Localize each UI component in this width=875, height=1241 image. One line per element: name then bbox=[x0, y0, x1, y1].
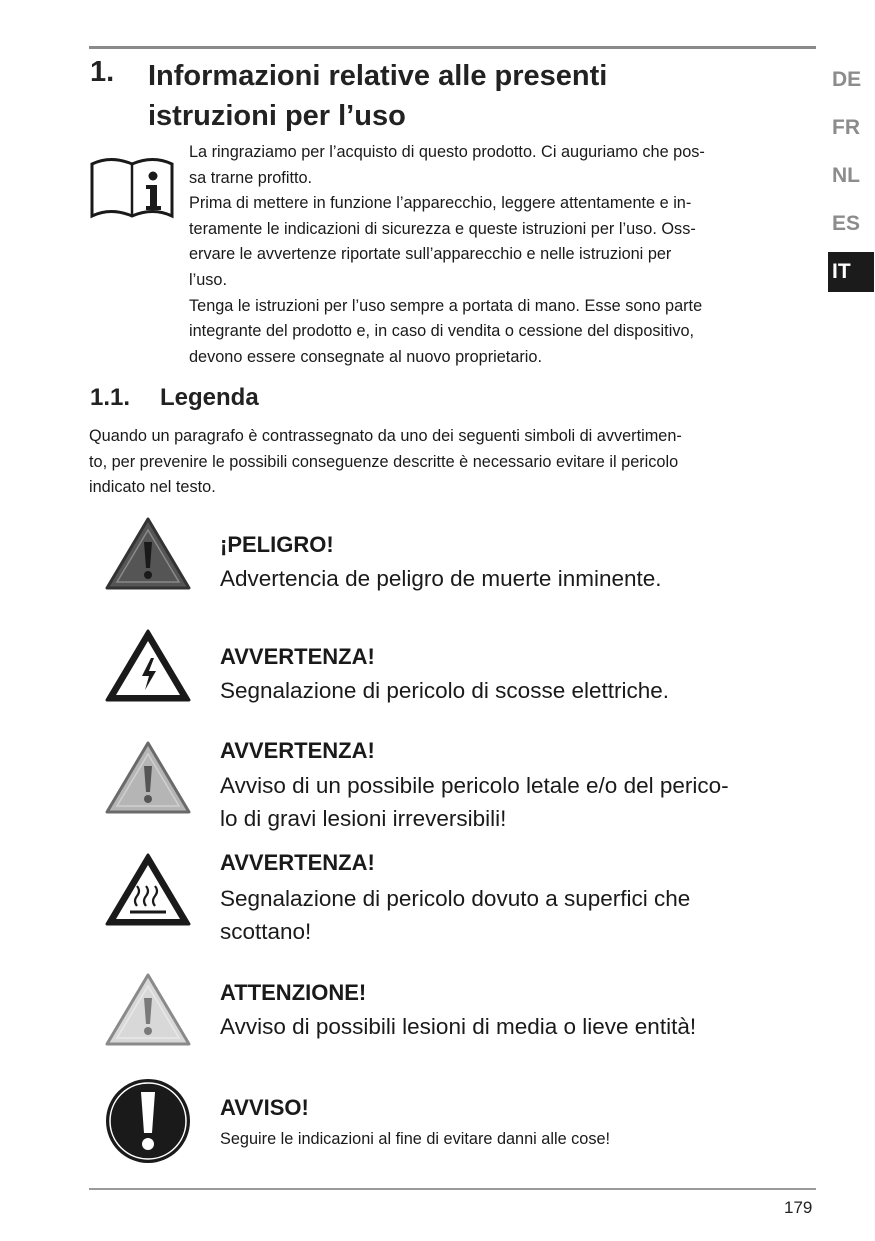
language-tab-nl[interactable]: NL bbox=[832, 164, 860, 187]
page-title-line-2: istruzioni per l’uso bbox=[148, 100, 406, 132]
warning-text-hot: Segnalazione di pericolo dovuto a superfici che scottano! bbox=[220, 886, 691, 944]
warning-title-lethal: AVVERTENZA! bbox=[220, 738, 375, 763]
page-title-line-1: Informazioni relative alle presenti bbox=[148, 60, 608, 92]
electric-shock-icon bbox=[104, 628, 192, 704]
warning-title-hot: AVVERTENZA! bbox=[220, 850, 375, 875]
warning-text-danger: Advertencia de peligro de muerte inminente. bbox=[220, 566, 662, 591]
intro-paragraph-3: Tenga le istruzioni per l’uso sempre a portata di mano. Esse sono parte integrante del prodotto e, in caso di vendita o cessione del dispositivo, devono essere consegnate al nuovo proprietario. bbox=[189, 296, 703, 366]
notice-exclamation-icon bbox=[104, 1077, 192, 1165]
language-tab-de[interactable]: DE bbox=[832, 68, 862, 91]
read-manual-icon bbox=[89, 156, 175, 220]
legend-description: Quando un paragrafo è contrassegnato da uno dei seguenti simboli di avvertimen- to, per prevenire le possibili conseguenze descritte è necessario evitare il pericolo indicato nel testo. bbox=[89, 427, 682, 497]
warning-triangle-icon bbox=[104, 740, 192, 816]
page-number: 179 bbox=[784, 1198, 813, 1217]
warning-text-caution: Avviso di possibili lesioni di media o lieve entità! bbox=[220, 1014, 697, 1039]
page-title bbox=[148, 56, 748, 136]
warning-title-danger: ¡PELIGRO! bbox=[220, 532, 334, 557]
section-number: 1.1. bbox=[90, 384, 131, 411]
warning-text-electric: Segnalazione di pericolo di scosse elettriche. bbox=[220, 678, 670, 703]
section-title: Legenda bbox=[160, 384, 259, 411]
intro-paragraph-1: La ringraziamo per l’acquisto di questo prodotto. Ci auguriamo che pos- sa trarne profitto. bbox=[189, 143, 705, 187]
language-tab-es[interactable]: ES bbox=[832, 212, 861, 235]
warning-text-lethal: Avviso di un possibile pericolo letale e/o del perico- lo di gravi lesioni irreversibili! bbox=[220, 773, 729, 831]
intro-text bbox=[189, 140, 811, 370]
caution-triangle-icon bbox=[104, 972, 192, 1048]
intro-paragraph-2: Prima di mettere in funzione l’apparecchio, leggere attentamente e in- teramente le indicazioni di sicurezza e queste istruzioni per l’uso. Oss- ervare le avvertenze riportate sull’apparecchio e nelle istruzioni per l’uso. bbox=[189, 194, 696, 289]
heading-number: 1. bbox=[90, 56, 115, 88]
warning-title-electric: AVVERTENZA! bbox=[220, 644, 375, 669]
warning-title-notice: AVVISO! bbox=[220, 1095, 309, 1120]
language-tab-it[interactable]: IT bbox=[828, 252, 874, 292]
hot-surface-icon bbox=[104, 852, 192, 928]
warning-text-notice: Seguire le indicazioni al fine di evitare danni alle cose! bbox=[220, 1130, 611, 1148]
warning-title-caution: ATTENZIONE! bbox=[220, 980, 367, 1005]
bottom-rule bbox=[89, 1188, 816, 1190]
danger-triangle-icon bbox=[104, 516, 192, 592]
top-rule bbox=[89, 46, 816, 49]
language-tab-fr[interactable]: FR bbox=[832, 116, 860, 139]
